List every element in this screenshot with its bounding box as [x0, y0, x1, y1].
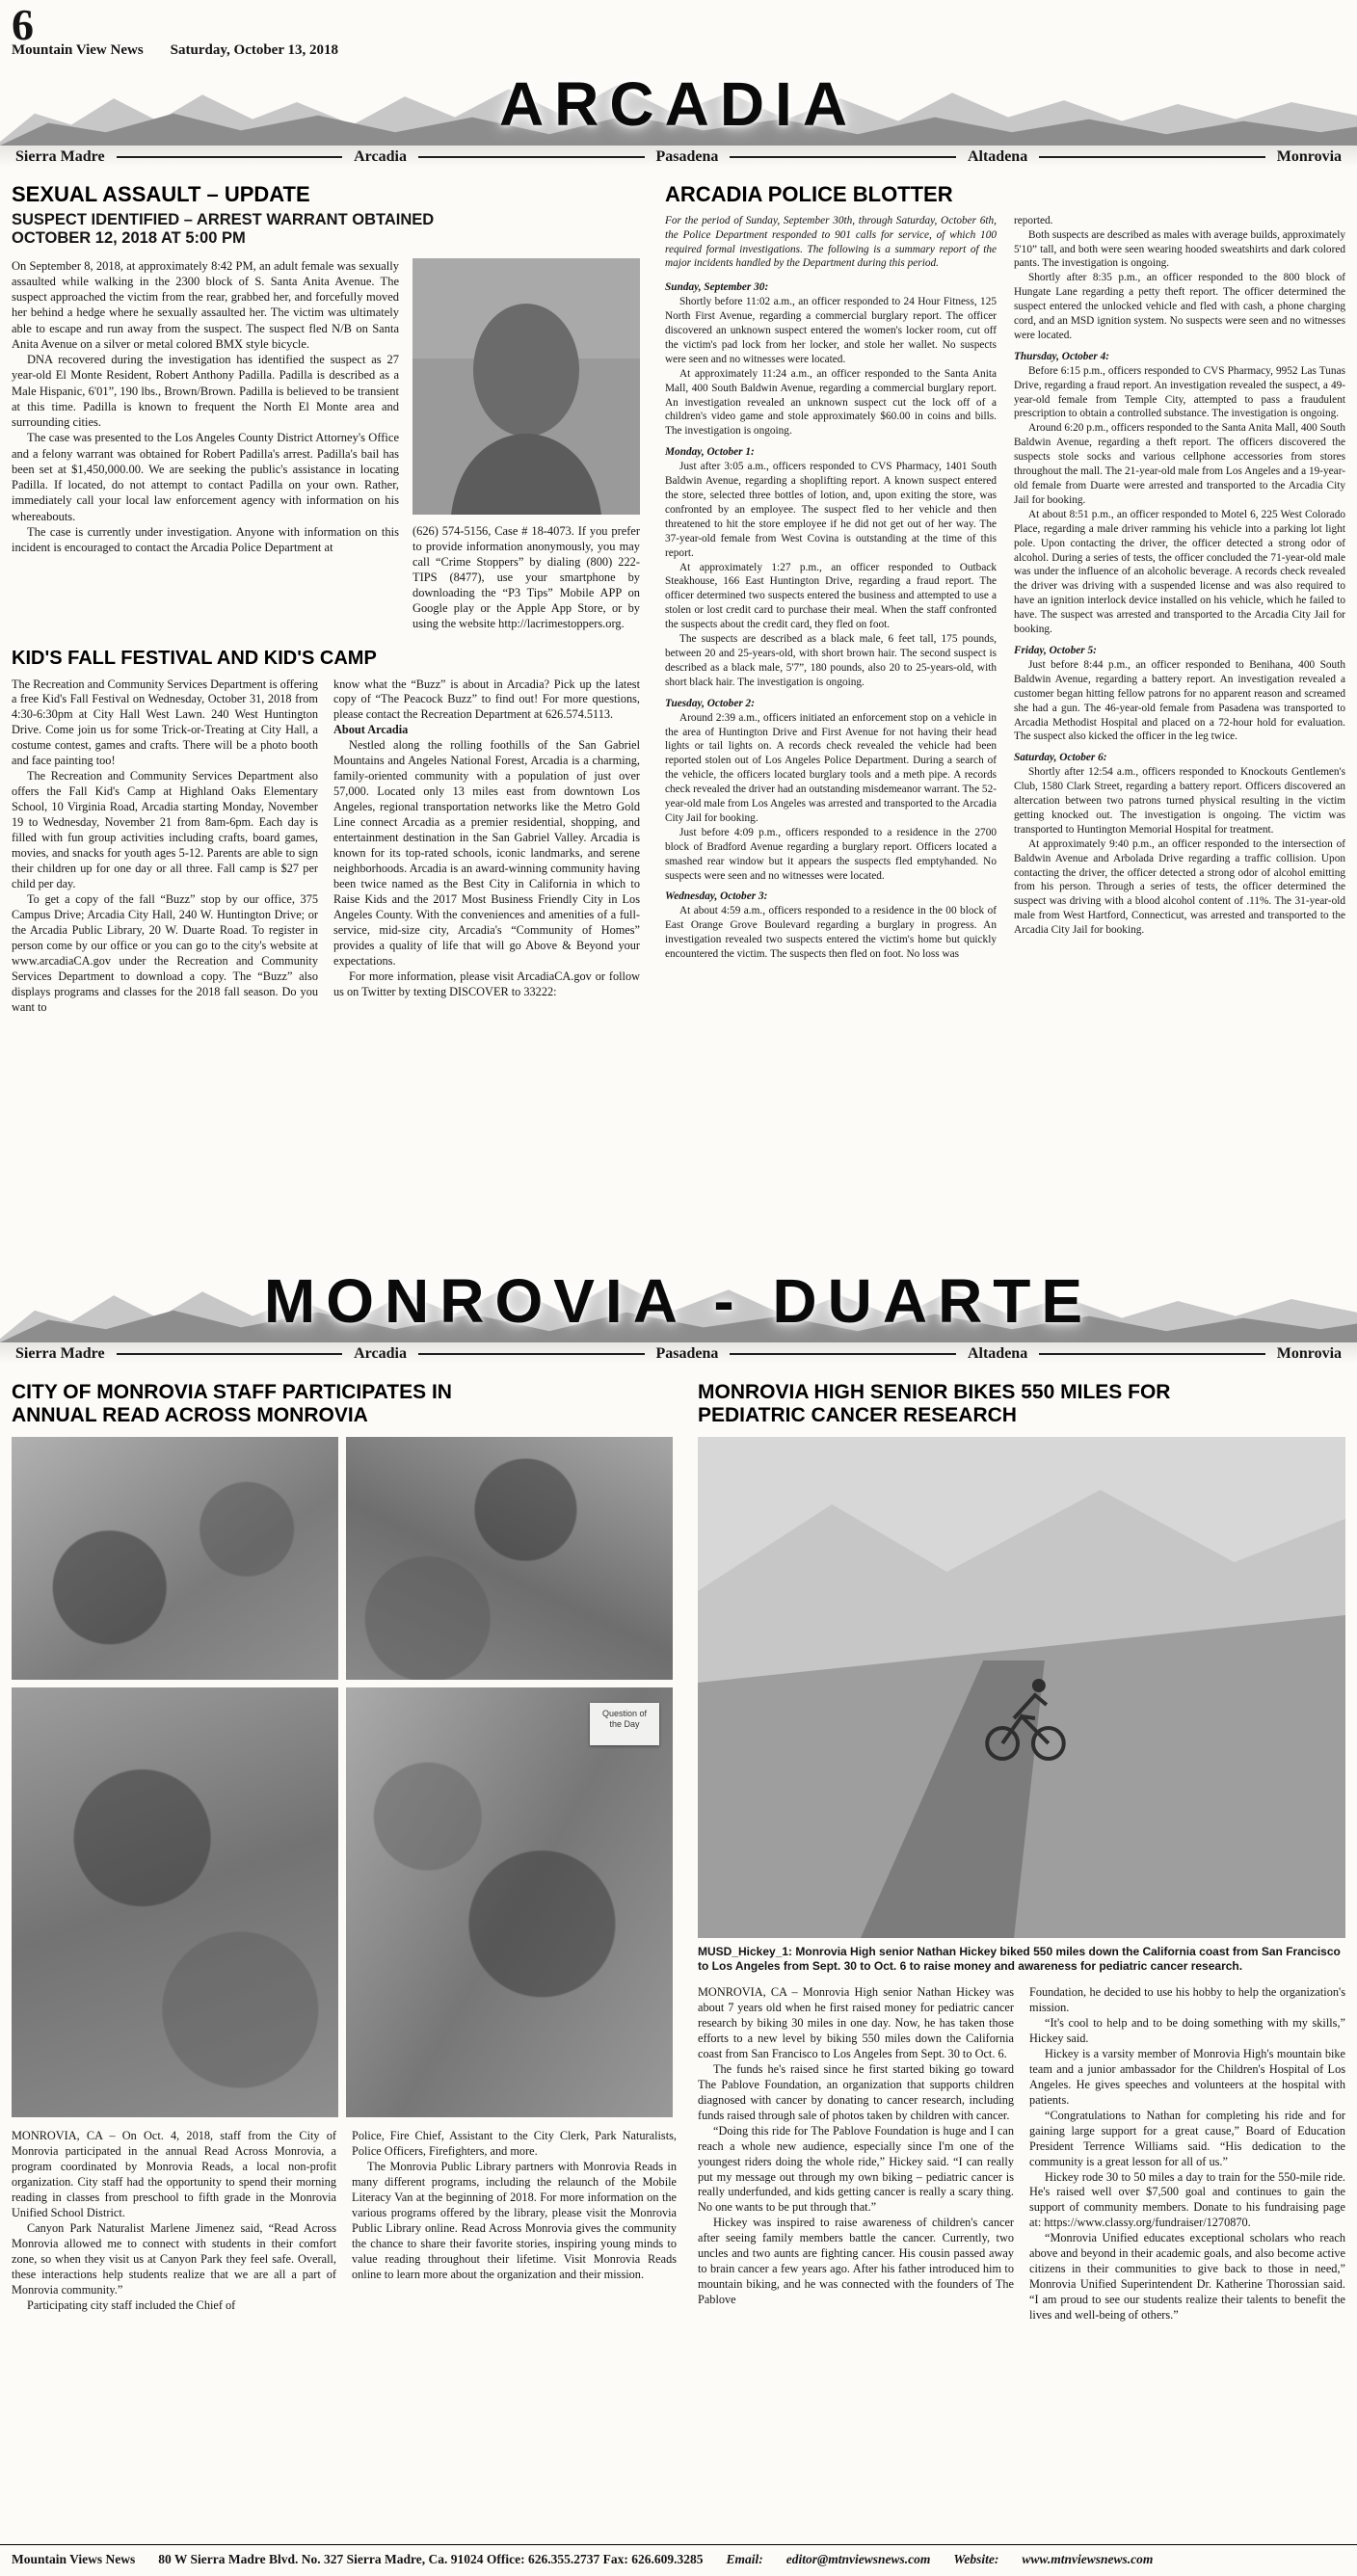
read-paragraph: Participating city staff included the Chief of: [27, 2297, 236, 2312]
cyclist-scene-icon: [698, 1437, 1345, 1938]
cyclist-photo: [698, 1437, 1345, 1938]
blotter-paragraph: Just after 3:05 a.m., officers responded to CVS Pharmacy, 1401 South Baldwin Avenue, regarding a shoplifting report. A known suspect entered the store, selected three bottles of lotion, and, upon exiting the store, was confronted by an employee. The suspect fled to her vehicle and then threatened to hit the store employee if he did not get out of her way. The 37-year-old female from West Covina is outstanding at the time of this report.: [665, 461, 997, 559]
assault-paragraph: On September 8, 2018, at approximately 8:42 PM, an adult female was sexually assaulted while walking in the 2300 block of S. Santa Anita Avenue. The suspect approached the victim from the rear, grabbed her, and forcefully moved her behind a hedge where he sexually assaulted her. The victim was ultimately able to escape and run away from the suspect. The suspect fled N/B on Santa Anita Avenue on a silver or metal colored BMX style bicycle.: [12, 258, 399, 351]
assault-continuation: (626) 574-5156, Case # 18-4073. If you prefer to provide information anonymously, you may call “Crime Stoppers” by dialing (800) 222-TIPS (8477), use your smartphone by downloading the “P3 Tips” Mobile APP on Google play or the Apple App Store, or by using the website http://lacrimestoppers.org.: [412, 523, 640, 631]
assault-subhead: SUSPECT IDENTIFIED – ARREST WARRANT OBTAINED OCTOBER 12, 2018 AT 5:00 PM: [12, 210, 435, 248]
assault-paragraph: The case was presented to the Los Angeles County District Attorney's Office and a felony warrant was obtained for Robert Padilla's arrest. Padilla's bail has been set at $1,450,000.00. We are seeking the public's assistance in locating Padilla. If located, do not attempt to contact Padilla on your own. Rather, immediately call your local law enforcement agency with information on his whereabouts.: [12, 431, 399, 523]
footer-paper-name: Mountain Views News: [12, 2552, 136, 2566]
divider-line: [1039, 1353, 1265, 1355]
cities-strip: Sierra Madre Arcadia Pasadena Altadena Monrovia: [0, 1342, 1357, 1368]
kids-column-2: [333, 677, 640, 1017]
arcadia-section: [0, 171, 1357, 1256]
read-headline: CITY OF MONROVIA STAFF PARTICIPATES IN ANNUAL READ ACROSS MONROVIA: [12, 1380, 452, 1426]
read-paragraph: MONROVIA, CA – On Oct. 4, 2018, staff from the City of Monrovia participated in the annual Read Across Monrovia, a program coordinated by Monrovia Reads, a local non-profit organization. City staff had the opportunity to spend their morning reading in classes from preschool to fifth grade in the Monrovia Unified School District.: [12, 2128, 336, 2219]
kids-column-1: [12, 677, 318, 1017]
bike-paragraph: Hickey is a varsity member of Monrovia High's mountain bike team and a junior ambassador for the Children's Hospital of Los Angeles. He gives speeches and volunteers at the hospital with patients.: [1029, 2046, 1345, 2107]
divider-line: [418, 156, 645, 158]
kids-headline: KID'S FALL FESTIVAL AND KID'S CAMP: [12, 647, 377, 669]
kids-paragraph: About Arcadia: [333, 723, 409, 737]
bike-paragraph: Hickey rode 30 to 50 miles a day to train for the 550-mile ride. He's raised well over $7,500 goal and continues to gain the support of community members. Donate to his fundraising page at: https://www.classy.org/fundraiser/1270870.: [1029, 2169, 1345, 2230]
read-photo-grid: [12, 1437, 677, 2117]
bike-paragraph: Foundation, he decided to use his hobby to help the organization's mission.: [1029, 1984, 1345, 2014]
read-paragraph: The Monrovia Public Library partners with Monrovia Reads in many different programs, including the relaunch of the Mobile Literacy Van at the beginning of 2018. For more information on the various programs offered by the library, please visit the Monrovia Public Library online. Read Across Monrovia gives the community the chance to share their favorite stories, inspiring young minds to value reading throughout their lifetime. Visit Monrovia Reads online to learn more about the organization and their mission.: [352, 2159, 677, 2281]
page-footer: [0, 2544, 1357, 2576]
bike-column-1: [698, 1985, 1014, 2324]
blotter-paragraph: Shortly before 11:02 a.m., an officer responded to 24 Hour Fitness, 125 North First Avenue, regarding a commercial burglary report. The officer discovered an unknown suspect entered the women's locker room, cut off the victim's pad lock from her locker, and stole her wallet. No suspects were seen and no witnesses were located.: [665, 296, 997, 365]
monrovia-left-column: [12, 1381, 677, 2493]
arcadia-left-column: [12, 182, 640, 1256]
divider-line: [117, 1353, 343, 1355]
monrovia-section-title: MONROVIA - DUARTE: [263, 1266, 1094, 1337]
blotter-paragraph: At about 8:51 p.m., an officer responded to Motel 6, 225 West Colorado Place, regarding a male driver ramming his vehicle into a parking lot light pole. Upon contacting the driver, the officer detected a strong odor of alcohol. During a series of tests, the officer concluded the 71-year-old male was under the influence of an alcoholic beverage. A records check revealed the driver was driving with a suspended license and was also required to have an ignition interlock device installed on his vehicle, which he failed to have. The suspect was arrested and transported to the Arcadia City Jail for booking.: [1014, 508, 1345, 636]
read-column-1: [12, 2129, 336, 2314]
blotter-paragraph: Before 6:15 p.m., officers responded to CVS Pharmacy, 9952 Las Tunas Drive, regarding a fraud report. An investigation revealed the suspect, a 49-year-old female from Temple City, attempted to pass a fraudulent prescription to obtain a controlled substance. The investigation is ongoing.: [1014, 364, 1345, 420]
assault-body: [12, 258, 399, 632]
read-paragraph: Canyon Park Naturalist Marlene Jimenez said, “Read Across Monrovia allowed me to connect with students in their comfort zone, so when they visit us at Canyon Park they feel safe. Overall, these interactions help students realize that we are all a part of Monrovia community.”: [12, 2220, 336, 2297]
divider-line: [1039, 156, 1265, 158]
blotter-paragraph: The suspects are described as a black male, 6 feet tall, 175 pounds, between 20 and 25-years-old, with short brown hair. The second suspect is described as a black male, 5'7”, 180 pounds, also 20 to 25-years-old, with short black hair. The investigation is ongoing.: [665, 633, 997, 688]
footer-email: editor@mtnviewsnews.com: [785, 2552, 931, 2566]
blotter-paragraph: Friday, October 5:: [1014, 644, 1097, 656]
bike-paragraph: The funds he's raised since he first started biking go toward The Pablove Foundation, an organization that supports children diagnosed with cancer by donating to cancer research, including funds raised through sale of photos taken by children with cancer.: [698, 2061, 1014, 2122]
blotter-paragraph: Around 2:39 a.m., officers initiated an enforcement stop on a vehicle in the area of Huntington Drive and First Avenue for not having their head lights or tail lights on. A records check revealed the vehicle had been reported stolen out of Los Angeles Police Department. During a search of the vehicle, the officers located burglary tools and a meth pipe. A records check revealed the driver had an outstanding misdemeanor warrant. The 52-year-old male from Los Angeles was arrested and transported to the Arcadia City Jail for booking.: [665, 711, 997, 824]
kids-paragraph: Nestled along the rolling foothills of the San Gabriel Mountains and Angeles National Forest, Arcadia is a charming, family-oriented community with a population of just over 57,000. Located only 13 miles east from downtown Los Angeles, regional transportation networks like the Metro Gold Line connect Arcadia as a premier residential, shopping, and entertainment destination in the San Gabriel Valley. Arcadia is known for its top-rated schools, iconic landmarks, and serene neighborhoods. Arcadia is an award-winning community having been twice named as the Best City in California in which to Raise Kids and the 2017 Most Business Friendly City in Los Angeles County. With the conveniences and amenities of a full-service, mid-size city, Arcadia's “Community of Homes” provides a quality of life that will go Above & Beyond your expectations.: [333, 738, 640, 969]
arcadia-ridge: [0, 61, 1357, 146]
blotter-paragraph: Tuesday, October 2:: [665, 697, 755, 709]
bike-paragraph: “Doing this ride for The Pablove Foundation is huge and I can reach a whole new audience, especially since I'm one of the youngest riders doing the whole ride,” Hickey said. “I can really put my message out through my own biking – pediatric cancer is really underfunded, and kids getting cancer is really a scary thing. No one wants to be put through that.”: [698, 2123, 1014, 2215]
page-header: [0, 0, 1357, 59]
assault-paragraph: The case is currently under investigation. Anyone with information on this incident is encouraged to contact the Arcadia Police Department at: [12, 524, 399, 555]
bike-column-2: [1029, 1985, 1345, 2324]
kids-paragraph: The Recreation and Community Services Department is offering a free Kid's Fall Festival on Wednesday, October 31, 2018 from 4:30-6:30pm at City Hall West Lawn. 240 West Huntington Drive. Come join us for some Trick-or-Treating at City Hall, a costume contest, games and crafts. There will be a photo booth and face painting too!: [12, 677, 318, 768]
read-photo-3: [12, 1687, 338, 2117]
divider-line: [730, 1353, 956, 1355]
monrovia-ridge: [0, 1258, 1357, 1342]
bike-paragraph: “Monrovia Unified educates exceptional scholars who reach above and beyond in their academic goals, and also become active citizens in their communities to give back to those in need,” Monrovia Unified Superintendent Dr. Katherine Thorossian said. “I am proud to see our students realize their talents to benefit the lives and well-being of others.”: [1029, 2231, 1345, 2323]
portrait-silhouette-icon: [412, 258, 640, 515]
blotter-headline: ARCADIA POLICE BLOTTER: [665, 181, 953, 206]
read-photo-2: [346, 1437, 673, 1680]
monrovia-banner: [0, 1258, 1357, 1368]
divider-line: [117, 156, 343, 158]
monrovia-section: [0, 1368, 1357, 2493]
footer-email-label: Email:: [726, 2552, 763, 2566]
blotter-paragraph: At approximately 9:40 p.m., an officer responded to the intersection of Baldwin Avenue and Arbolada Drive regarding a traffic collision. Upon contacting the driver, the officer detected a strong odor of alcohol emitting from his person. Through a series of tests, the officer determined the suspect was driving with a blood alcohol content of .11%. The 31-year-old male from West Hartford, Connecticut, was arrested and transported to the Arcadia City Jail for booking.: [1014, 837, 1345, 937]
masthead-date: Saturday, October 13, 2018: [170, 41, 338, 58]
blotter-paragraph: Saturday, October 6:: [1014, 752, 1107, 764]
read-photo-1: [12, 1437, 338, 1680]
kids-paragraph: For more information, please visit ArcadiaCA.gov or follow us on Twitter by texting DISCOVER to 33222:: [333, 969, 640, 999]
bike-paragraph: “Congratulations to Nathan for completing his ride and for gaining large support for a great cause,” Board of Education President Terrence Williams said. “His dedication to the community is a great lesson for all of us.”: [1029, 2108, 1345, 2168]
kids-paragraph: To get a copy of the fall “Buzz” stop by our office, 375 Campus Drive; Arcadia City Hall, 240 W. Huntington Drive; or the Arcadia Public Library, 20 W. Duarte Road. To register in person come by our office or you can go to the city's website at www.arcadiaCA.gov under the Recreation and Community Services Department to download a copy. The “Buzz” also displays programs and classes for the 2018 fall season. Do you want to: [12, 892, 318, 1015]
read-column-2: [352, 2129, 677, 2314]
assault-sidebar: [412, 258, 640, 632]
blotter-paragraph: Around 6:20 p.m., officers responded to the Santa Anita Mall, 400 South Baldwin Avenue, regarding a theft report. The officers discovered the suspects stole socks and various cellphone accessories from stores throughout the mall. The 21-year-old male from Los Angeles and a 19-year-old female from Duarte were arrested and transported to the Arcadia City Jail for booking.: [1014, 422, 1345, 506]
blotter-paragraph: Thursday, October 4:: [1014, 350, 1110, 362]
read-across-article: [12, 1381, 677, 2314]
footer-website: www.mtnviewsnews.com: [1022, 2552, 1154, 2566]
masthead: [12, 42, 1345, 59]
bike-paragraph: MONROVIA, CA – Monrovia High senior Nathan Hickey was about 7 years old when he first raised money for pediatric cancer research by biking 30 miles in one day. Now, he has taken those efforts to a new level by biking 550 miles down the California coast from San Francisco to Los Angeles from Sept. 30 to Oct. 6.: [698, 1984, 1014, 2060]
kids-paragraph: The Recreation and Community Services Department also offers the Fall Kid's Camp at Highland Oaks Elementary School, 10 Virginia Road, Arcadia starting Monday, November 19 to Wednesday, November 21 from 8am-6pm. Each day is filled with fun group activities including crafts, board games, movies, and snacks for youth ages 5-12. Parents are able to sign their children up for one day or all three. Fall camp is $27 per child per day.: [12, 769, 318, 891]
blotter-paragraph: Shortly after 12:54 a.m., officers responded to Knockouts Gentlemen's Club, 1580 Clark Street, regarding a battery report. Officers discovered an altercation between two patrons turned physical resulting in the victim getting knocked out. The investigation is ongoing. The victim was transported to Huntington Memorial Hospital for treatment.: [1014, 766, 1345, 836]
blotter-column-1: [665, 214, 997, 962]
monrovia-right-column: [698, 1381, 1345, 2493]
assault-paragraph: DNA recovered during the investigation has identified the suspect as 27 year-old El Monte Resident, Robert Anthony Padilla. Padilla is described as a Male Hispanic, 6'01”, 190 lbs., Brown/Brown. Padilla is believed to be transient at this time. Padilla is known to frequent the North El Monte area and surrounding cities.: [12, 353, 399, 430]
divider-line: [730, 156, 956, 158]
bike-headline: MONROVIA HIGH SENIOR BIKES 550 MILES FOR PEDIATRIC CANCER RESEARCH: [698, 1380, 1171, 1426]
arcadia-section-title: ARCADIA: [498, 69, 859, 140]
blotter-intro: For the period of Sunday, September 30th, through Saturday, October 6th, the Police Department responded to 901 calls for service, of which 100 required formal investigations. The following is a summary report of the major incidents handled by the Department during this period.: [665, 214, 997, 270]
blotter-paragraph: At approximately 11:24 a.m., an officer responded to the Santa Anita Mall, 400 South Baldwin Avenue, regarding a commercial burglary report. An investigation revealed an unknown suspect cut the lock off of a children's video game and stole approximately $60.00 in coins and bills. The investigation is ongoing.: [665, 367, 997, 438]
bike-photo-caption: MUSD_Hickey_1: Monrovia High senior Nathan Hickey biked 550 miles down the California coast from San Francisco to Los Angeles from Sept. 30 to Oct. 6 to raise money and awareness for pediatric cancer research.: [698, 1944, 1341, 1974]
divider-line: [418, 1353, 645, 1355]
blotter-paragraph: Shortly after 8:35 p.m., an officer responded to the 800 block of Hungate Lane regarding a petty theft report. The officer determined the suspect entered the unlocked vehicle and fled with cash, a phone charging cord, and an MSD ignition system. No suspects were seen and no witnesses were located.: [1014, 272, 1345, 341]
blotter-paragraph: Just before 8:44 p.m., an officer responded to Benihana, 400 South Baldwin Avenue, regarding a battery report. An investigation revealed a customer began hitting fellow patrons for no apparent reason and screamed she had a gun. The 46-year-old female from Pasadena was transported to Arcadia Methodist Hospital and placed on a 72-hour hold for evaluation. The suspect also kicked the officer in the leg twice.: [1014, 658, 1345, 743]
suspect-photo: [412, 258, 640, 515]
bike-paragraph: Hickey was inspired to raise awareness of children's cancer after seeing family members battle the cancer. Currently, two uncles and two aunts are fighting cancer. His cousin passed away to brain cancer a few years ago. After his father introduced him to mountain biking, and he was connected with the founders of The Pablove: [698, 2216, 1014, 2307]
police-blotter-article: [665, 182, 1345, 962]
assault-headline: SEXUAL ASSAULT – UPDATE: [12, 181, 310, 206]
bike-paragraph: “It's cool to help and to be doing something with my skills,” Hickey said.: [1029, 2015, 1345, 2045]
question-of-the-day-card: Question of the Day: [590, 1703, 659, 1745]
blotter-paragraph: Wednesday, October 3:: [665, 890, 768, 903]
masthead-name: Mountain View News: [12, 41, 144, 58]
blotter-paragraph: At approximately 1:27 p.m., an officer responded to Outback Steakhouse, 166 East Huntington Drive, regarding a fraud report. The officer determined two suspects entered the business and attempted to use a stolen or lost credit card to purchase their meal. When the staff confronted the suspects about the credit card, they fled on foot.: [665, 561, 997, 631]
arcadia-banner: [0, 61, 1357, 171]
read-photo-4: [346, 1687, 673, 2117]
blotter-paragraph: Just before 4:09 p.m., officers responded to a residence in the 2700 block of Bradford Avenue regarding a burglary report. Officers located a smashed rear window but it appears the suspects fled emptyhanded. No suspects were seen and no witnesses were located.: [665, 826, 997, 882]
blotter-column-2: [1014, 214, 1345, 962]
blotter-paragraph: reported.: [1014, 214, 1053, 226]
cities-strip: Sierra Madre Arcadia Pasadena Altadena Monrovia: [0, 146, 1357, 171]
kids-festival-article: [12, 648, 640, 1017]
blotter-paragraph: At about 4:59 a.m., officers responded to a residence in the 00 block of East Orange Grove Boulevard regarding a burglary in progress. An investigation revealed two suspects entered the victim's home but quickly encountered the victim. The suspects then fled on foot. No loss was: [665, 905, 997, 961]
blotter-paragraph: Both suspects are described as males with average builds, approximately 5'10” tall, and both were seen wearing hooded sweatshirts and dark colored pants. The investigation is ongoing.: [1014, 228, 1345, 270]
kids-paragraph: know what the “Buzz” is about in Arcadia? Pick up the latest copy of “The Peacock Buzz” to find out! For more questions, please contact the Recreation Department at 626.574.5113.: [333, 677, 640, 722]
assault-article: [12, 182, 640, 632]
bike-article: [698, 1381, 1345, 2324]
footer-website-label: Website:: [953, 2552, 999, 2566]
read-paragraph: Police, Fire Chief, Assistant to the City Clerk, Park Naturalists, Police Officers, Firefighters, and more.: [352, 2128, 677, 2158]
blotter-paragraph: Sunday, September 30:: [665, 281, 769, 294]
footer-address: 80 W Sierra Madre Blvd. No. 327 Sierra Madre, Ca. 91024 Office: 626.355.2737 Fax: 626.609.3285: [158, 2552, 704, 2566]
page-number: 6: [12, 0, 34, 49]
blotter-paragraph: Monday, October 1:: [665, 446, 755, 459]
arcadia-right-column: [665, 182, 1345, 1256]
